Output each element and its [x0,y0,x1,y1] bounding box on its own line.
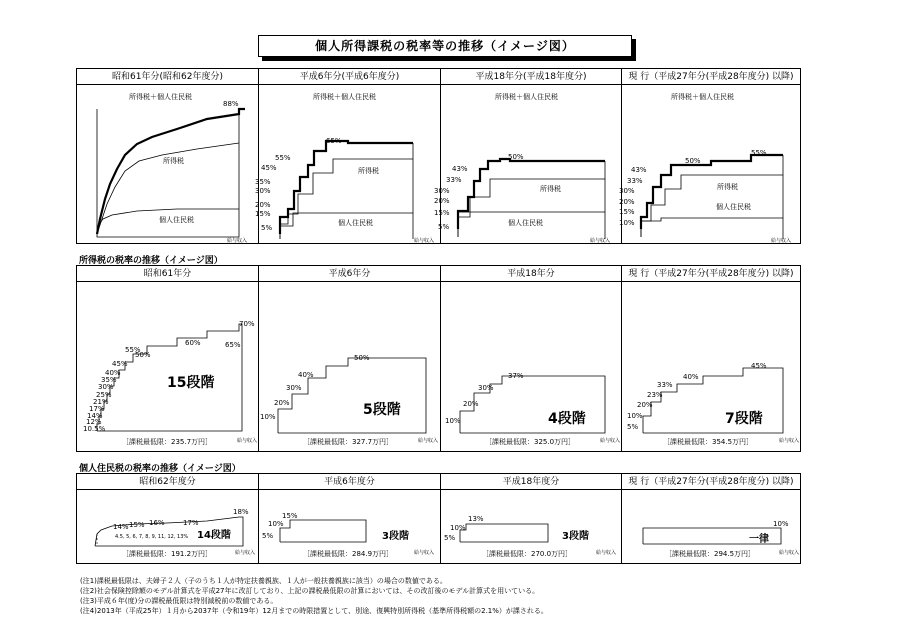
rate-label: 20% [274,399,290,407]
footnote: (注1)課税最低限は、夫婦子２人（子のうち１人が特定扶養親族、１人が一般扶養親族に該当）の場合の数値である。 [80,577,447,585]
income-tax-label: 所得税 [540,185,561,193]
resident-tax-chart-h6 [258,474,439,563]
step-count: 4段階 [548,411,586,427]
rate-label: 30% [434,187,450,195]
rate-label: 60% [185,339,201,347]
rate-label: 20% [463,400,479,408]
axis-label: 給与収入 [227,238,248,244]
rate-label: 35% [255,178,271,186]
taxable-minimum: ［課税最低限：235.7万円］ [122,438,213,446]
rate-label: 43% [452,165,468,173]
rate-label: 35% [101,376,117,384]
income-tax-chart-h6 [258,266,439,451]
axis-label: 給与収入 [590,238,611,244]
rate-label: 5% [627,423,639,431]
taxable-minimum: ［課税最低限：327.7万円］ [303,438,394,446]
rate-label: 50% [354,354,370,362]
combined-chart-current [621,69,800,243]
resident-tax-section [76,473,801,564]
rate-label: 55% [125,346,141,354]
income-tax-label: 所得税 [358,167,379,175]
resident-tax-chart-current [621,474,800,563]
footnote: (注2)社会保険控除額のモデル計算式を平成27年に改訂しており、上記の課税最低限の計算においては、その改訂後のモデル計算式を用いている。 [80,587,540,595]
step-count: 3段階 [382,531,409,542]
resident-tax-label: 個人住民税 [159,216,194,224]
rate-label: 10% [260,413,276,421]
combined-label: 所得税＋個人住民税 [671,93,734,101]
combined-chart-h18 [434,69,621,244]
taxable-minimum: ［課税最低限：294.5万円］ [665,550,756,558]
step-count: 15段階 [167,375,215,391]
resident-tax-label: 個人住民税 [716,203,751,211]
rate-label: 50% [135,351,151,359]
rate-label: 40% [105,369,121,377]
rate-label: 30% [286,384,302,392]
rate-label: 55% [751,149,767,157]
rate-label: 5% [261,224,273,232]
rate-label: 15% [255,210,271,218]
income-tax-chart-h18 [440,266,621,451]
rate-label: 15% [282,512,298,520]
rate-label: 65% [225,341,241,349]
resident-tax-label: 個人住民税 [338,219,373,227]
period-header: 昭和61年分 [77,266,258,282]
axis-label: 給与収入 [771,238,792,244]
rate-label: 30% [255,187,271,195]
rate-label: 5% [262,532,274,540]
rate-label: 30% [478,384,494,392]
income-tax-label: 所得税 [717,183,738,191]
rate-label: 10% [445,417,461,425]
taxable-minimum: ［課税最低限：354.5万円］ [663,438,754,446]
step-count: 14段階 [197,530,231,541]
rate-label: 20% [434,197,450,205]
rate-label: 40% [298,371,314,379]
rate-label: 14% [113,523,129,531]
combined-chart-h6 [255,69,439,244]
combined-label: 所得税＋個人住民税 [129,93,192,101]
period-header: 現 行（平成27年分(平成28年度分) 以降) [621,266,800,282]
period-header: 昭和61年分(昭和62年度分) [77,69,258,85]
step-count: 一律 [749,534,769,545]
rate-label: 10% [619,219,635,227]
rate-label: 10.5% [83,425,106,433]
period-header: 現 行（平成27年分(平成28年度分) 以降) [621,69,800,85]
rate-label: 50% [508,153,524,161]
rate-label: 16% [149,519,165,527]
axis-label: 給与収入 [414,550,435,556]
footnote: (注4)2013年（平成25年）１月から2037年（令和19年）12月までの時限措置として、別途、復興特別所得税（基準所得税額の2.1%）が課される。 [80,607,548,615]
rate-label: 25% [96,391,112,399]
rate-label: 12% [86,418,102,426]
rate-label: 20% [255,201,271,209]
section-label: 所得税の税率の推移（イメージ図） [79,256,223,266]
rate-label: 14% [87,412,103,420]
axis-label: 給与収入 [779,550,800,556]
axis-label: 給与収入 [414,238,435,244]
rate-label: 43% [631,166,647,174]
period-header: 平成18年分(平成18年度分) [440,69,621,85]
rate-label: 33% [446,176,462,184]
period-header: 平成6年度分 [258,474,440,490]
resident-tax-chart-h18 [440,474,621,563]
income-tax-label: 所得税 [163,157,184,165]
rate-label: 5% [438,223,450,231]
resident-tax-chart-s62 [77,474,258,563]
taxable-minimum: ［課税最低限：270.0万円］ [482,550,573,558]
period-header: 現 行（平成27年分(平成28年度分) 以降) [621,474,800,490]
combined-chart-s61 [77,69,258,243]
rate-label: 10% [268,520,284,528]
rate-label: 45% [261,164,277,172]
rate-label: 10% [450,524,466,532]
rate-label: 33% [627,177,643,185]
income-tax-chart-s61 [77,266,258,451]
rate-label: 15% [619,208,635,216]
axis-label: 給与収入 [237,438,258,444]
rate-label: 55% [275,154,291,162]
rate-label: 88% [223,100,239,108]
rate-label: 37% [508,372,524,380]
rate-label: 17% [89,405,105,413]
rate-label: 65% [326,137,342,145]
axis-label: 給与収入 [779,438,800,444]
rate-label: 33% [657,381,673,389]
taxable-minimum: ［課税最低限：284.9万円］ [303,550,394,558]
footnotes [80,576,548,616]
step-count: 7段階 [725,411,763,427]
axis-label: 給与収入 [418,438,439,444]
rate-label: 13% [468,515,484,523]
rate-label: 10% [627,412,643,420]
rate-label: 5% [444,534,456,542]
step-count: 5段階 [363,402,401,418]
rate-label: 50% [685,157,701,165]
rate-label: 18% [233,508,249,516]
rate-label: 15% [434,209,450,217]
rate-label: 17% [183,519,199,527]
period-header: 平成18年度分 [440,474,621,490]
combined-tax-section [76,68,801,244]
period-header: 平成6年分 [258,266,440,282]
axis-label: 給与収入 [596,550,617,556]
rate-label: 10% [773,520,789,528]
rate-label: 15% [129,521,145,529]
taxable-minimum: ［課税最低限：325.0万円］ [485,438,576,446]
period-header: 昭和62年度分 [77,474,258,490]
rate-label: 45% [112,360,128,368]
rate-label: 20% [619,198,635,206]
axis-label: 給与収入 [600,438,621,444]
combined-label: 所得税＋個人住民税 [495,93,558,101]
rate-label: 23% [647,391,663,399]
taxable-minimum: ［課税最低限：191.2万円］ [122,550,213,558]
period-header: 平成18年分 [440,266,621,282]
combined-label: 所得税＋個人住民税 [313,93,376,101]
rate-label: 21% [93,398,109,406]
period-header: 平成6年分(平成6年度分) [258,69,440,85]
rate-label: 70% [239,320,255,328]
axis-label: 給与収入 [235,550,256,556]
section-label: 個人住民税の税率の推移（イメージ図） [79,464,241,474]
footnote: (注3)平成６年(度)分の課税最低限は特別減税前の数値である。 [80,597,278,605]
page-title: 個人所得課税の税率等の推移（イメージ図） [258,35,632,57]
income-tax-chart-current [621,266,800,451]
small-rates: 4.5, 5, 6, 7, 8, 9, 11, 12, 13% [115,534,189,540]
rate-label: 20% [637,401,653,409]
rate-label: 40% [683,373,699,381]
resident-tax-label: 個人住民税 [508,219,543,227]
step-count: 3段階 [562,531,589,542]
rate-label: 30% [98,383,114,391]
rate-label: 45% [751,362,767,370]
rate-label: 30% [619,187,635,195]
income-tax-section [76,265,801,452]
